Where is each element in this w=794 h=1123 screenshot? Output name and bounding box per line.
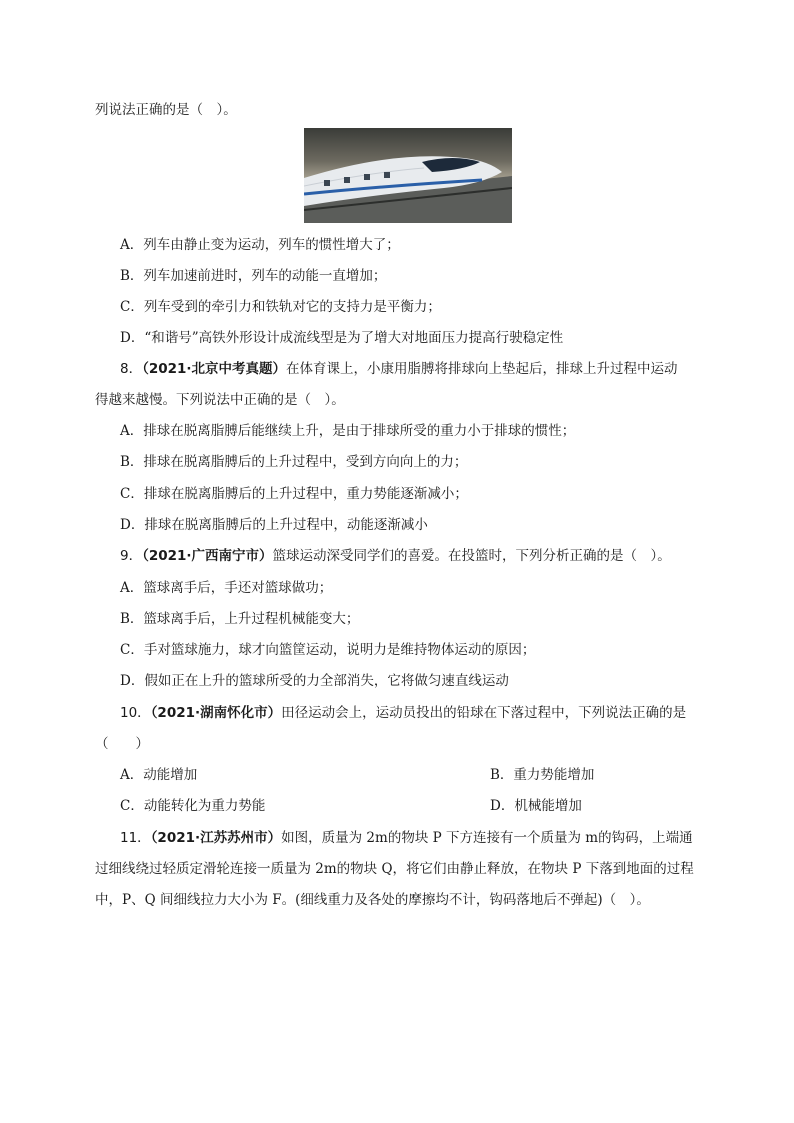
q11-text-2: 过细线绕过轻质定滑轮连接一质量为 2m的物块 Q，将它们由静止释放，在物块 P 下落到地面的过程 xyxy=(95,861,694,877)
q9-text-1: 篮球运动深受同学们的喜爱。在投篮时，下列分析正确的是（ ）。 xyxy=(272,548,671,564)
q10-line-1 xyxy=(120,703,702,723)
q9-option-c: C．手对篮球施力，球才向篮筐运动，说明力是维持物体运动的原因； xyxy=(120,642,536,658)
q10-option-a: A．动能增加 xyxy=(120,767,198,783)
q7-option-b: B．列车加速前进时，列车的动能一直增加； xyxy=(120,268,387,284)
q10-option-d: D．机械能增加 xyxy=(490,798,582,814)
q8-option-a: A．排球在脱离脂膊后能继续上升，是由于排球所受的重力小于排球的惯性； xyxy=(120,423,576,439)
q11-source: （2021·江苏苏州市） xyxy=(150,830,282,846)
q9-number: 9． xyxy=(120,548,143,564)
q7-option-d: D．“和谐号”高铁外形设计成流线型是为了增大对地面压力提高行驶稳定性 xyxy=(120,330,564,346)
q10-option-c: C．动能转化为重力势能 xyxy=(120,798,266,814)
q10-option-b: B．重力势能增加 xyxy=(490,767,595,783)
q9-option-a: A．篮球离手后，手还对篮球做功； xyxy=(120,580,333,596)
q10-options-row-1 xyxy=(120,765,702,785)
q9-option-d: D．假如正在上升的篮球所受的力全部消失，它将做匀速直线运动 xyxy=(120,673,509,689)
q10-text-1: 田径运动会上，运动员投出的铅球在下落过程中，下列说法正确的是 xyxy=(281,705,687,721)
q11-text-3: 中，P、Q 间细线拉力大小为 F。(细线重力及各处的摩擦均不计，钩码落地后不弹起)（ ）。 xyxy=(95,892,650,908)
q11-text-1: 如图，质量为 2m的物块 P 下方连接有一个质量为 m的钩码，上端通 xyxy=(281,830,693,846)
q10-options-row-2 xyxy=(120,796,702,816)
q8-line-1 xyxy=(120,359,702,379)
q7-option-a: A．列车由静止变为运动，列车的惯性增大了； xyxy=(120,237,400,253)
q10-text-2: （ ） xyxy=(95,736,149,752)
q10-number: 10． xyxy=(120,705,151,721)
q8-option-c: C．排球在脱离脂膊后的上升过程中，重力势能逐渐减小； xyxy=(120,486,468,502)
q9-option-b: B．篮球离手后，上升过程机械能变大； xyxy=(120,611,360,627)
question-stem-continued: 列说法正确的是（ ）。 xyxy=(95,102,237,118)
q8-text-1: 在体育课上，小康用脂膊将排球向上垫起后，排球上升过程中运动 xyxy=(286,361,678,377)
q8-source: （2021·北京中考真题） xyxy=(142,361,287,377)
q8-option-b: B．排球在脱离脂膊后的上升过程中，受到方向向上的力； xyxy=(120,454,468,470)
q10-source: （2021·湖南怀化市） xyxy=(150,705,282,721)
q11-line-1 xyxy=(120,828,702,848)
q11-number: 11． xyxy=(120,830,151,846)
q9-line-1 xyxy=(120,546,702,566)
high-speed-train-image xyxy=(304,128,512,223)
q8-number: 8． xyxy=(120,361,143,377)
q9-source: （2021·广西南宁市） xyxy=(142,548,273,564)
q8-option-d: D．排球在脱离脂膊后的上升过程中，动能逐渐减小 xyxy=(120,517,428,533)
q8-text-2: 得越来越慢。下列说法中正确的是（ ）。 xyxy=(95,392,345,408)
q7-option-c: C．列车受到的牵引力和铁轨对它的支持力是平衡力； xyxy=(120,299,441,315)
